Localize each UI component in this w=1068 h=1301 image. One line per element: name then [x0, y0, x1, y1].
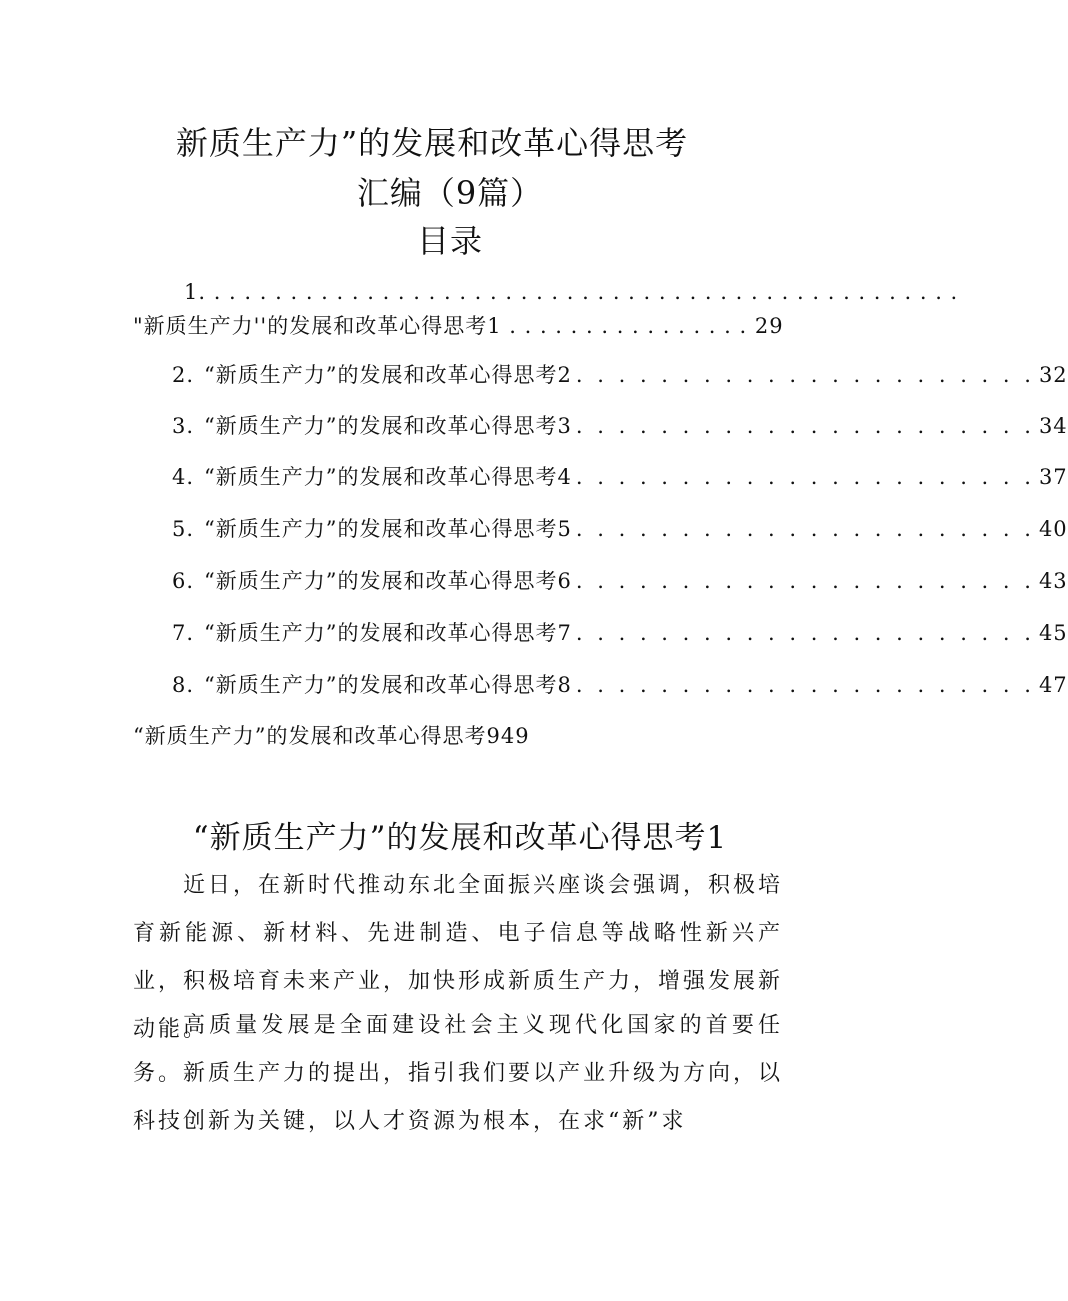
document-title-line1: 新质生产力”的发展和改革心得思考 [175, 124, 689, 162]
toc-entry[interactable] [172, 669, 1068, 699]
toc-entry-title: “新质生产力”的发展和改革心得思考6 [204, 569, 572, 593]
toc-entry-number: 6. [172, 569, 195, 593]
toc-entry[interactable] [172, 565, 1068, 595]
body-paragraph: 高质量发展是全面建设社会主义现代化国家的首要任务。新质生产力的提出，指引我们要以产业升级为方向，以科技创新为关键，以人才资源为根本，在求“新”求 [133, 1013, 784, 1134]
toc-entry-title: “新质生产力”的发展和改革心得思考3 [204, 414, 572, 438]
body-paragraph: 近日，在新时代推动东北全面振兴座谈会强调，积极培育新能源、新材料、先进制造、电子信息等战略性新兴产业，积极培育未来产业，加快形成新质生产力，增强发展新动能。 [133, 873, 784, 1042]
toc-entry[interactable] [172, 359, 1068, 389]
toc-entry-page: 34 [1038, 414, 1068, 438]
toc-entry-page: 32 [1038, 363, 1068, 387]
toc-entry[interactable] [172, 410, 1068, 440]
toc-leader-dots: . . . . . . . . . . . . . . . . . . . . . . [575, 621, 1035, 645]
toc-entry-1-title[interactable]: "新质生产力''的发展和改革心得思考1 . . . . . . . . . . . . . . . . 29 [133, 314, 784, 338]
toc-entry[interactable] [172, 513, 1068, 543]
toc-leader-dots: . . . . . . . . . . . . . . . . . . . . . . [575, 414, 1035, 438]
toc-entry-number: 4. [172, 465, 195, 489]
toc-leader-dots: . . . . . . . . . . . . . . . . . . . . . . [575, 569, 1035, 593]
toc-entry-page: 45 [1038, 621, 1068, 645]
toc-entry-page: 43 [1038, 569, 1068, 593]
toc-leader-dots: . . . . . . . . . . . . . . . . . . . . . . [575, 363, 1035, 387]
toc-entry[interactable] [172, 617, 1068, 647]
toc-entry-title: “新质生产力”的发展和改革心得思考7 [204, 621, 572, 645]
toc-entry-number: 2. [172, 363, 195, 387]
toc-entry-page: 47 [1038, 673, 1068, 697]
toc-entry-title: “新质生产力”的发展和改革心得思考8 [204, 673, 572, 697]
toc-entry-page: 40 [1038, 517, 1068, 541]
toc-entry-1-number[interactable]: 1. . . . . . . . . . . . . . . . . . . . . . . . . . . . . . . . . . . . . . . . . . . . . . . . . . [184, 280, 959, 304]
section-title: “新质生产力”的发展和改革心得思考1 [192, 820, 728, 856]
toc-entry-number: 3. [172, 414, 195, 438]
toc-leader-dots: . . . . . . . . . . . . . . . . . . . . . . [575, 517, 1035, 541]
toc-entry-number: 7. [172, 621, 195, 645]
toc-leader-dots: . . . . . . . . . . . . . . . . . . . . . . [575, 673, 1035, 697]
toc-entry-title: “新质生产力”的发展和改革心得思考2 [204, 363, 572, 387]
toc-entry-number: 8. [172, 673, 195, 697]
toc-leader-dots: . . . . . . . . . . . . . . . . . . . . . . [575, 465, 1035, 489]
toc-entry-title: “新质生产力”的发展和改革心得思考5 [204, 517, 572, 541]
toc-heading: 目录 [416, 222, 483, 260]
toc-entry-number: 5. [172, 517, 195, 541]
document-title-line2: 汇编（9篇） [356, 174, 544, 212]
toc-entry-9[interactable]: “新质生产力”的发展和改革心得思考949 [133, 724, 530, 748]
toc-entry-page: 37 [1038, 465, 1068, 489]
toc-entry-title: “新质生产力”的发展和改革心得思考4 [204, 465, 572, 489]
toc-entry[interactable] [172, 461, 1068, 491]
